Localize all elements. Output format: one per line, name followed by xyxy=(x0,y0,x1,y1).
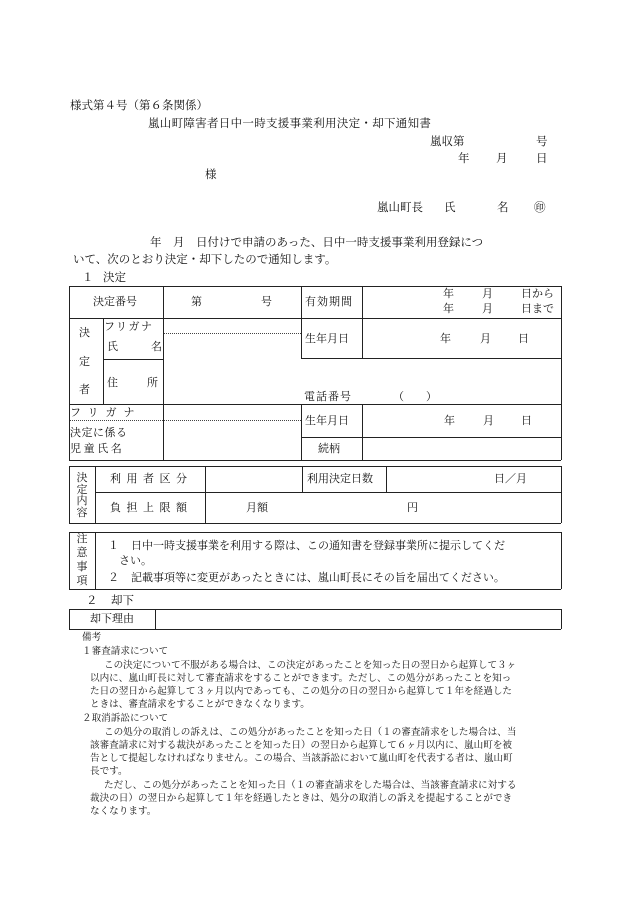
phone-label: 電話番号 xyxy=(304,390,352,403)
yen-label: 円 xyxy=(407,501,418,514)
furigana-separator xyxy=(163,333,301,334)
notes-line xyxy=(561,532,562,589)
remarks-p3-line-1: ただし、この処分があったことを知った日（１の審査請求をした場合は、当該審査請求に対する xyxy=(104,780,517,791)
content-label-4: 容 xyxy=(76,505,88,519)
recipient-label-3: 者 xyxy=(79,383,90,396)
relation-label: 続柄 xyxy=(318,442,340,455)
table2-line xyxy=(386,466,387,492)
note-1-line-1: 日中一時支援事業を利用する際は、この通知書を登録事業所に提示してくだ xyxy=(131,539,505,552)
table1-line xyxy=(301,437,561,438)
intro-line-1: 年 月 日付けで申請のあった、日中一時支援事業利用登録につ xyxy=(150,235,484,249)
notes-label-4: 項 xyxy=(76,574,88,587)
child-furigana-label: フリガナ xyxy=(70,406,142,419)
validity-label: 有効期間 xyxy=(305,295,353,308)
notes-label-1: 注 xyxy=(76,532,88,545)
name-label-2: 名 xyxy=(151,340,162,353)
date-day: 日 xyxy=(536,151,548,165)
table2-line xyxy=(95,492,561,493)
remarks-p1-line-1: この決定について不服がある場合は、この決定があったことを知った日の翌日から起算して３ヶ xyxy=(104,660,517,671)
form-label: 様式第４号（第６条関係） xyxy=(70,98,208,112)
issuer-name-1: 氏 xyxy=(444,200,456,214)
date-month: 月 xyxy=(496,151,508,165)
section1-number: １ xyxy=(82,270,94,284)
addressee-suffix: 様 xyxy=(205,167,217,181)
table1-line xyxy=(163,286,164,460)
table2-line xyxy=(95,466,96,523)
limit-label: 負担上限額 xyxy=(110,501,193,514)
validity-from-year: 年 xyxy=(443,287,454,300)
table2-line xyxy=(302,466,303,492)
content-label xyxy=(75,472,89,518)
validity-from-day: 日から xyxy=(521,287,554,300)
table2-line xyxy=(69,523,561,524)
remarks-heading-1: １審査請求について xyxy=(82,646,169,657)
section1-title: 決定 xyxy=(103,270,126,284)
monthly-label: 月額 xyxy=(246,501,268,514)
user-category-label: 利用者区分 xyxy=(110,472,193,485)
rejection-reason-label: 却下理由 xyxy=(90,612,134,625)
notes-line xyxy=(95,532,96,589)
birth-month: 月 xyxy=(480,332,491,345)
note-2-text: 記載事項等に変更があったときには、嵐山町長にその旨を届出てください。 xyxy=(131,571,505,584)
recipient-label-2: 定 xyxy=(79,355,90,368)
content-label-3: 内 xyxy=(76,494,88,507)
validity-to-day: 日まで xyxy=(521,302,554,315)
table1-line xyxy=(69,318,561,319)
remarks-p2-line-1: この処分の取消しの訴えは、この処分があったことを知った日（１の審査請求をした場合は、当 xyxy=(104,727,517,738)
remarks-p2-line-3: 告として提起しなければなりません。この場合、当該訴訟において嵐山町を代表する者は、嵐山町 xyxy=(90,753,513,764)
remarks-p3-line-3: なくなります。 xyxy=(90,806,157,817)
decision-number-label: 決定番号 xyxy=(93,295,137,308)
remarks-heading-2: ２取消訴訟について xyxy=(82,713,169,724)
notes-label xyxy=(75,532,89,588)
note-2-number: ２ xyxy=(108,571,119,584)
remarks-p2-line-2: 該審査請求に対する裁決があったことを知った日）の翌日から起算して６ヶ月以内に、嵐山町を被 xyxy=(90,740,513,751)
intro-line-2: いて、次のとおり決定・却下したので通知します。 xyxy=(73,252,337,266)
note-1-line-2: さい。 xyxy=(119,554,152,567)
table1-line xyxy=(301,358,561,359)
remarks-p3-line-2: 裁決の日）の翌日から起算して１年を経過したときは、処分の取消しの訴えを提起することができ xyxy=(90,793,513,804)
table2-line xyxy=(69,466,561,467)
table2-line xyxy=(205,466,206,523)
notes-line xyxy=(69,532,70,589)
furigana-label: フリガナ xyxy=(104,320,154,333)
days-value: 日／月 xyxy=(494,472,527,485)
issuer: 嵐山町長 xyxy=(377,200,423,214)
table2-line xyxy=(69,466,70,523)
notes-line xyxy=(69,589,561,590)
content-label-1: 決 xyxy=(76,471,88,484)
section2-number: ２ xyxy=(86,593,98,607)
child-birth-year: 年 xyxy=(444,414,455,427)
issuer-name-2: 名 xyxy=(497,200,509,214)
validity-from-month: 月 xyxy=(482,287,493,300)
table2-line xyxy=(561,466,562,523)
address-label-1: 住 xyxy=(107,376,118,389)
decision-number-prefix: 第 xyxy=(191,295,202,308)
days-label: 利用決定日数 xyxy=(307,472,373,485)
receipt-suffix: 号 xyxy=(536,134,548,148)
notes-line xyxy=(69,532,561,533)
child-label-2: 児童氏名 xyxy=(70,442,125,455)
remarks-heading: 備考 xyxy=(82,632,102,643)
table1-line xyxy=(301,404,302,460)
decision-number-suffix: 号 xyxy=(261,295,272,308)
child-label-1: 決定に係る xyxy=(70,426,128,439)
child-birth-month: 月 xyxy=(483,414,494,427)
table1-line xyxy=(362,404,363,460)
name-label-1: 氏 xyxy=(107,340,118,353)
child-birth-label: 生年月日 xyxy=(305,414,349,427)
table1-line xyxy=(362,286,363,358)
content-label-2: 定 xyxy=(76,482,88,496)
document-title: 嵐山町障害者日中一時支援事業利用決定・却下通知書 xyxy=(148,116,432,130)
receipt-prefix: 嵐収第 xyxy=(430,134,465,148)
note-1-number: １ xyxy=(108,539,119,552)
address-label-2: 所 xyxy=(147,376,158,389)
seal-mark: ㊞ xyxy=(534,200,546,214)
birth-year: 年 xyxy=(440,332,451,345)
rejection-line xyxy=(155,609,156,629)
recipient-label-1: 決 xyxy=(79,326,90,339)
rejection-line xyxy=(561,609,562,629)
phone-paren: （ ） xyxy=(393,390,437,403)
birth-day: 日 xyxy=(518,332,529,345)
table1-line xyxy=(69,404,561,405)
validity-to-year: 年 xyxy=(443,302,454,315)
rejection-line xyxy=(69,629,561,630)
remarks-p1-line-3: た日の翌日から起算して３ヶ月以内であっても、この処分の日の翌日から起算して１年を経過した xyxy=(90,686,513,697)
notes-label-3: 事 xyxy=(76,560,88,573)
table1-line xyxy=(103,359,163,360)
child-birth-day: 日 xyxy=(521,414,532,427)
rejection-line xyxy=(69,609,561,610)
remarks-p1-line-4: ときは、審査請求をすることができなくなります。 xyxy=(90,699,310,710)
table1-line xyxy=(561,286,562,460)
notes-label-2: 意 xyxy=(76,546,88,559)
table1-line xyxy=(69,460,561,461)
remarks-p2-line-4: 長です。 xyxy=(90,766,128,777)
furigana-separator xyxy=(69,420,301,421)
birth-label: 生年月日 xyxy=(305,332,349,345)
rejection-line xyxy=(69,609,70,629)
section2-title: 却下 xyxy=(111,593,134,607)
date-year: 年 xyxy=(458,151,470,165)
remarks-p1-line-2: 以内に、嵐山町長に対して審査請求をすることができます。ただし、この処分があったことを知っ xyxy=(90,673,512,684)
table1-line xyxy=(301,286,302,358)
validity-to-month: 月 xyxy=(482,302,493,315)
